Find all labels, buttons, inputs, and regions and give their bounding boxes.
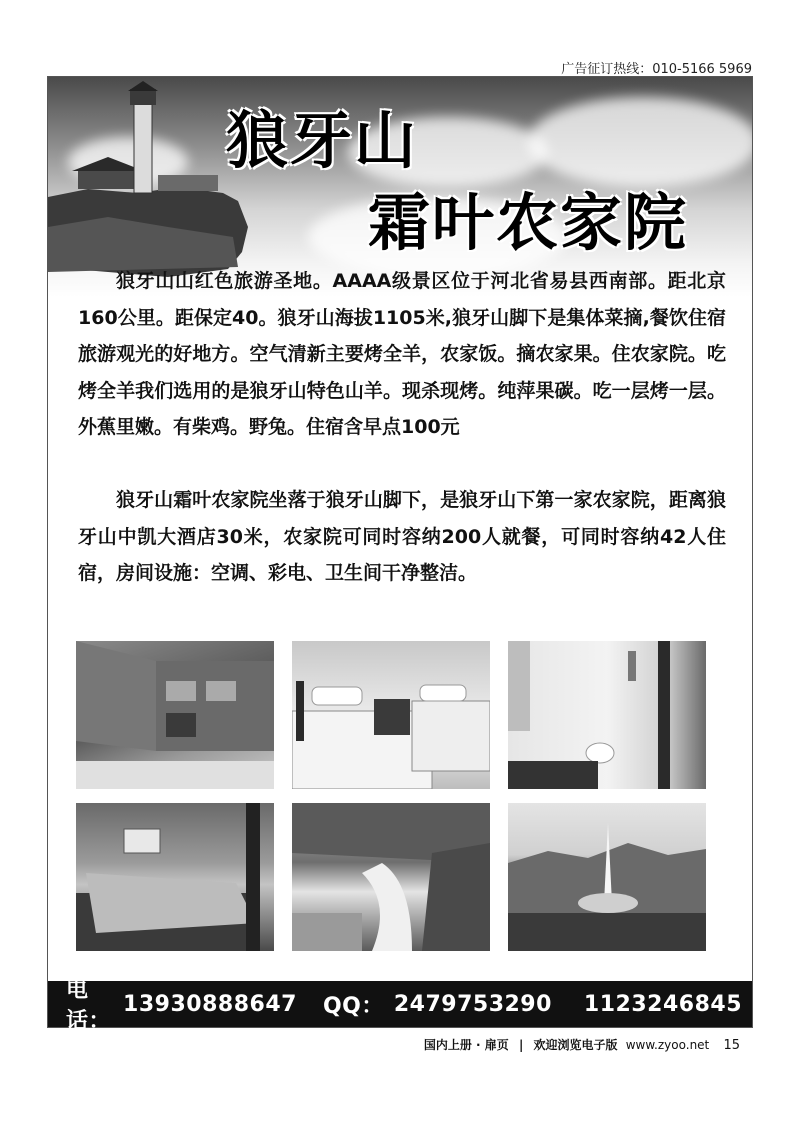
page-number: 15 (723, 1038, 740, 1053)
intro-paragraph: 狼牙山山红色旅游圣地。AAAA级景区位于河北省易县西南部。距北京160公里。距保定40。狼牙山海拔1105米,狼牙山脚下是集体菜摘,餐饮住宿旅游观光的好地方。空气清新主要烤全羊，农家饭。摘农家果。住农家院。吃烤全羊我们选用的是狼牙山特色山羊。现杀现烤。纯萍果碳。吃一层烤一层。外蕉里嫩。有柴鸡。野兔。住宿含早点100元 (78, 270, 726, 438)
title-line-1: 狼牙山 (226, 104, 419, 177)
footer-divider: | (518, 1038, 524, 1052)
photo-guest-room (292, 641, 490, 789)
qq-label: QQ： (322, 993, 384, 1019)
ad-frame (47, 76, 753, 1034)
ad-hotline: 广告征订热线：010-5166 5969 (561, 62, 752, 77)
title-line-2: 霜叶农家院 (368, 186, 689, 259)
contact-bar (48, 978, 752, 1034)
farmhouse-paragraph: 狼牙山霜叶农家院坐落于狼牙山脚下，是狼牙山下第一家农家院，距离狼牙山中凯大酒店30米，农家院可同时容纳200人就餐，可同时容纳42人住宿，房间设施：空调、彩电、卫生间干净整洁。 (78, 489, 726, 584)
qq-number[interactable]: 2479753290 (393, 991, 552, 1017)
photo-roasting-kitchen (76, 803, 274, 951)
phone-label: 电话： (66, 978, 112, 1034)
photo-bathroom (508, 641, 706, 789)
photo-fountain (508, 803, 706, 951)
page-footer (424, 1036, 740, 1053)
photo-farmhouse-exterior (76, 641, 274, 789)
footer-site-link[interactable]: www.zyoo.net (625, 1038, 710, 1052)
qq-number-2[interactable]: 1123246845 (583, 991, 742, 1017)
phone-number[interactable]: 13930888647 (123, 991, 297, 1017)
footer-section: 国内上册 · 扉页 (423, 1038, 509, 1052)
photo-waterfall (292, 803, 490, 951)
footer-slogan: 欢迎浏览电子版 (533, 1038, 618, 1052)
